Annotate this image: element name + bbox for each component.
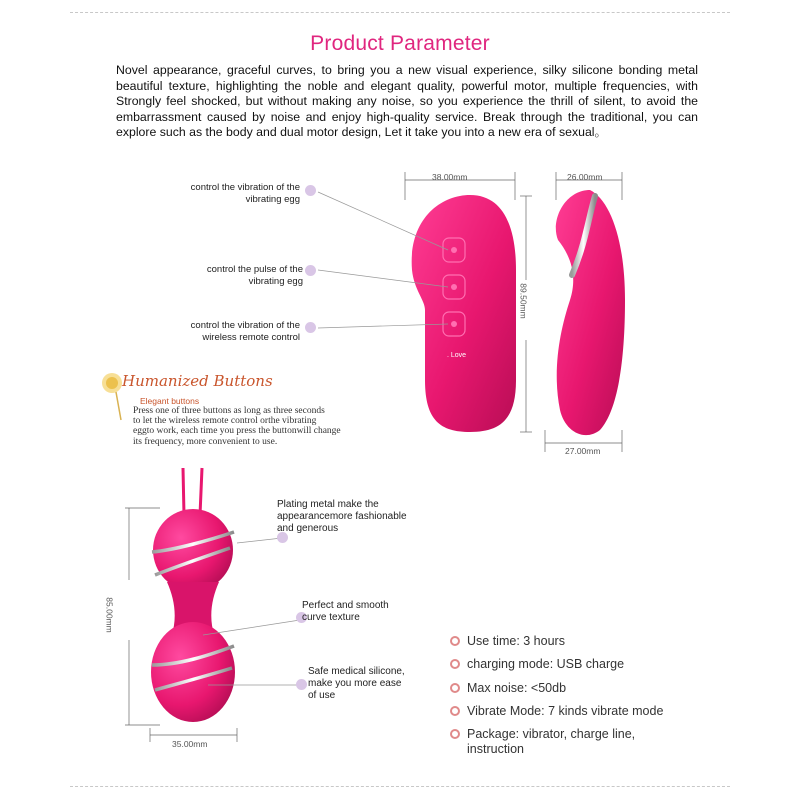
bullet-icon — [450, 636, 460, 646]
remote-side-body — [556, 190, 625, 435]
brand-label: . Love — [447, 352, 467, 359]
bullet-icon — [450, 729, 460, 739]
humanized-subtitle: Elegant buttons — [140, 396, 200, 406]
callout-dot — [305, 265, 316, 276]
flower-decoration — [102, 373, 122, 393]
bullet-icon — [450, 706, 460, 716]
callout-silicone: Safe medical silicone, make you more ease of use — [308, 666, 405, 701]
remote-width-label: 38.00mm — [432, 172, 468, 182]
egg-width-label: 35.00mm — [172, 739, 208, 749]
page-title: Product Parameter — [310, 32, 490, 55]
remote-front-body — [412, 195, 516, 432]
remote-side-bottom-label: 27.00mm — [565, 446, 601, 456]
callout-curve: Perfect and smooth curve texture — [302, 600, 389, 623]
humanized-title: Humanized Buttons — [122, 372, 273, 390]
egg-height-label: 85.00mm — [104, 597, 115, 633]
remote-side-top-label: 26.00mm — [567, 172, 603, 182]
callout-plating: Plating metal make the appearancemore fashionable and generous — [277, 499, 407, 534]
bullet-icon — [450, 683, 460, 693]
remote-height-label: 89.50mm — [518, 283, 529, 319]
callout-dot — [305, 185, 316, 196]
bullet-icon — [450, 659, 460, 669]
callout-pulse-egg: control the pulse of the vibrating egg — [206, 264, 303, 287]
callout-vibration-egg: control the vibration of the vibrating egg — [190, 182, 300, 205]
vibrating-egg — [151, 468, 235, 722]
callout-vibration-remote: control the vibration of the wireless remote control — [190, 320, 300, 343]
intro-paragraph: Novel appearance, graceful curves, to bring you a new visual experience, silky silicone bonding metal beautiful texture, highlighting the noble and elegant quality, powerful motor, multiple frequencies, with Strongly feel shocked, but without making any noise, so you experience the thrill of silent, to avoid the embarrassment caused by noise and enjoy high-quality service. Break through the traditional, you can explore such as the body and dual motor design, Let it take you into a new era of sexual。 — [116, 63, 698, 140]
callout-dot — [305, 322, 316, 333]
humanized-description: Press one of three buttons as long as three seconds to let the wireless remote control orthe vibrating eggto work, each time you press the buttonwill change its frequency, more convenient to use. — [133, 406, 341, 447]
callout-dot — [296, 679, 307, 690]
